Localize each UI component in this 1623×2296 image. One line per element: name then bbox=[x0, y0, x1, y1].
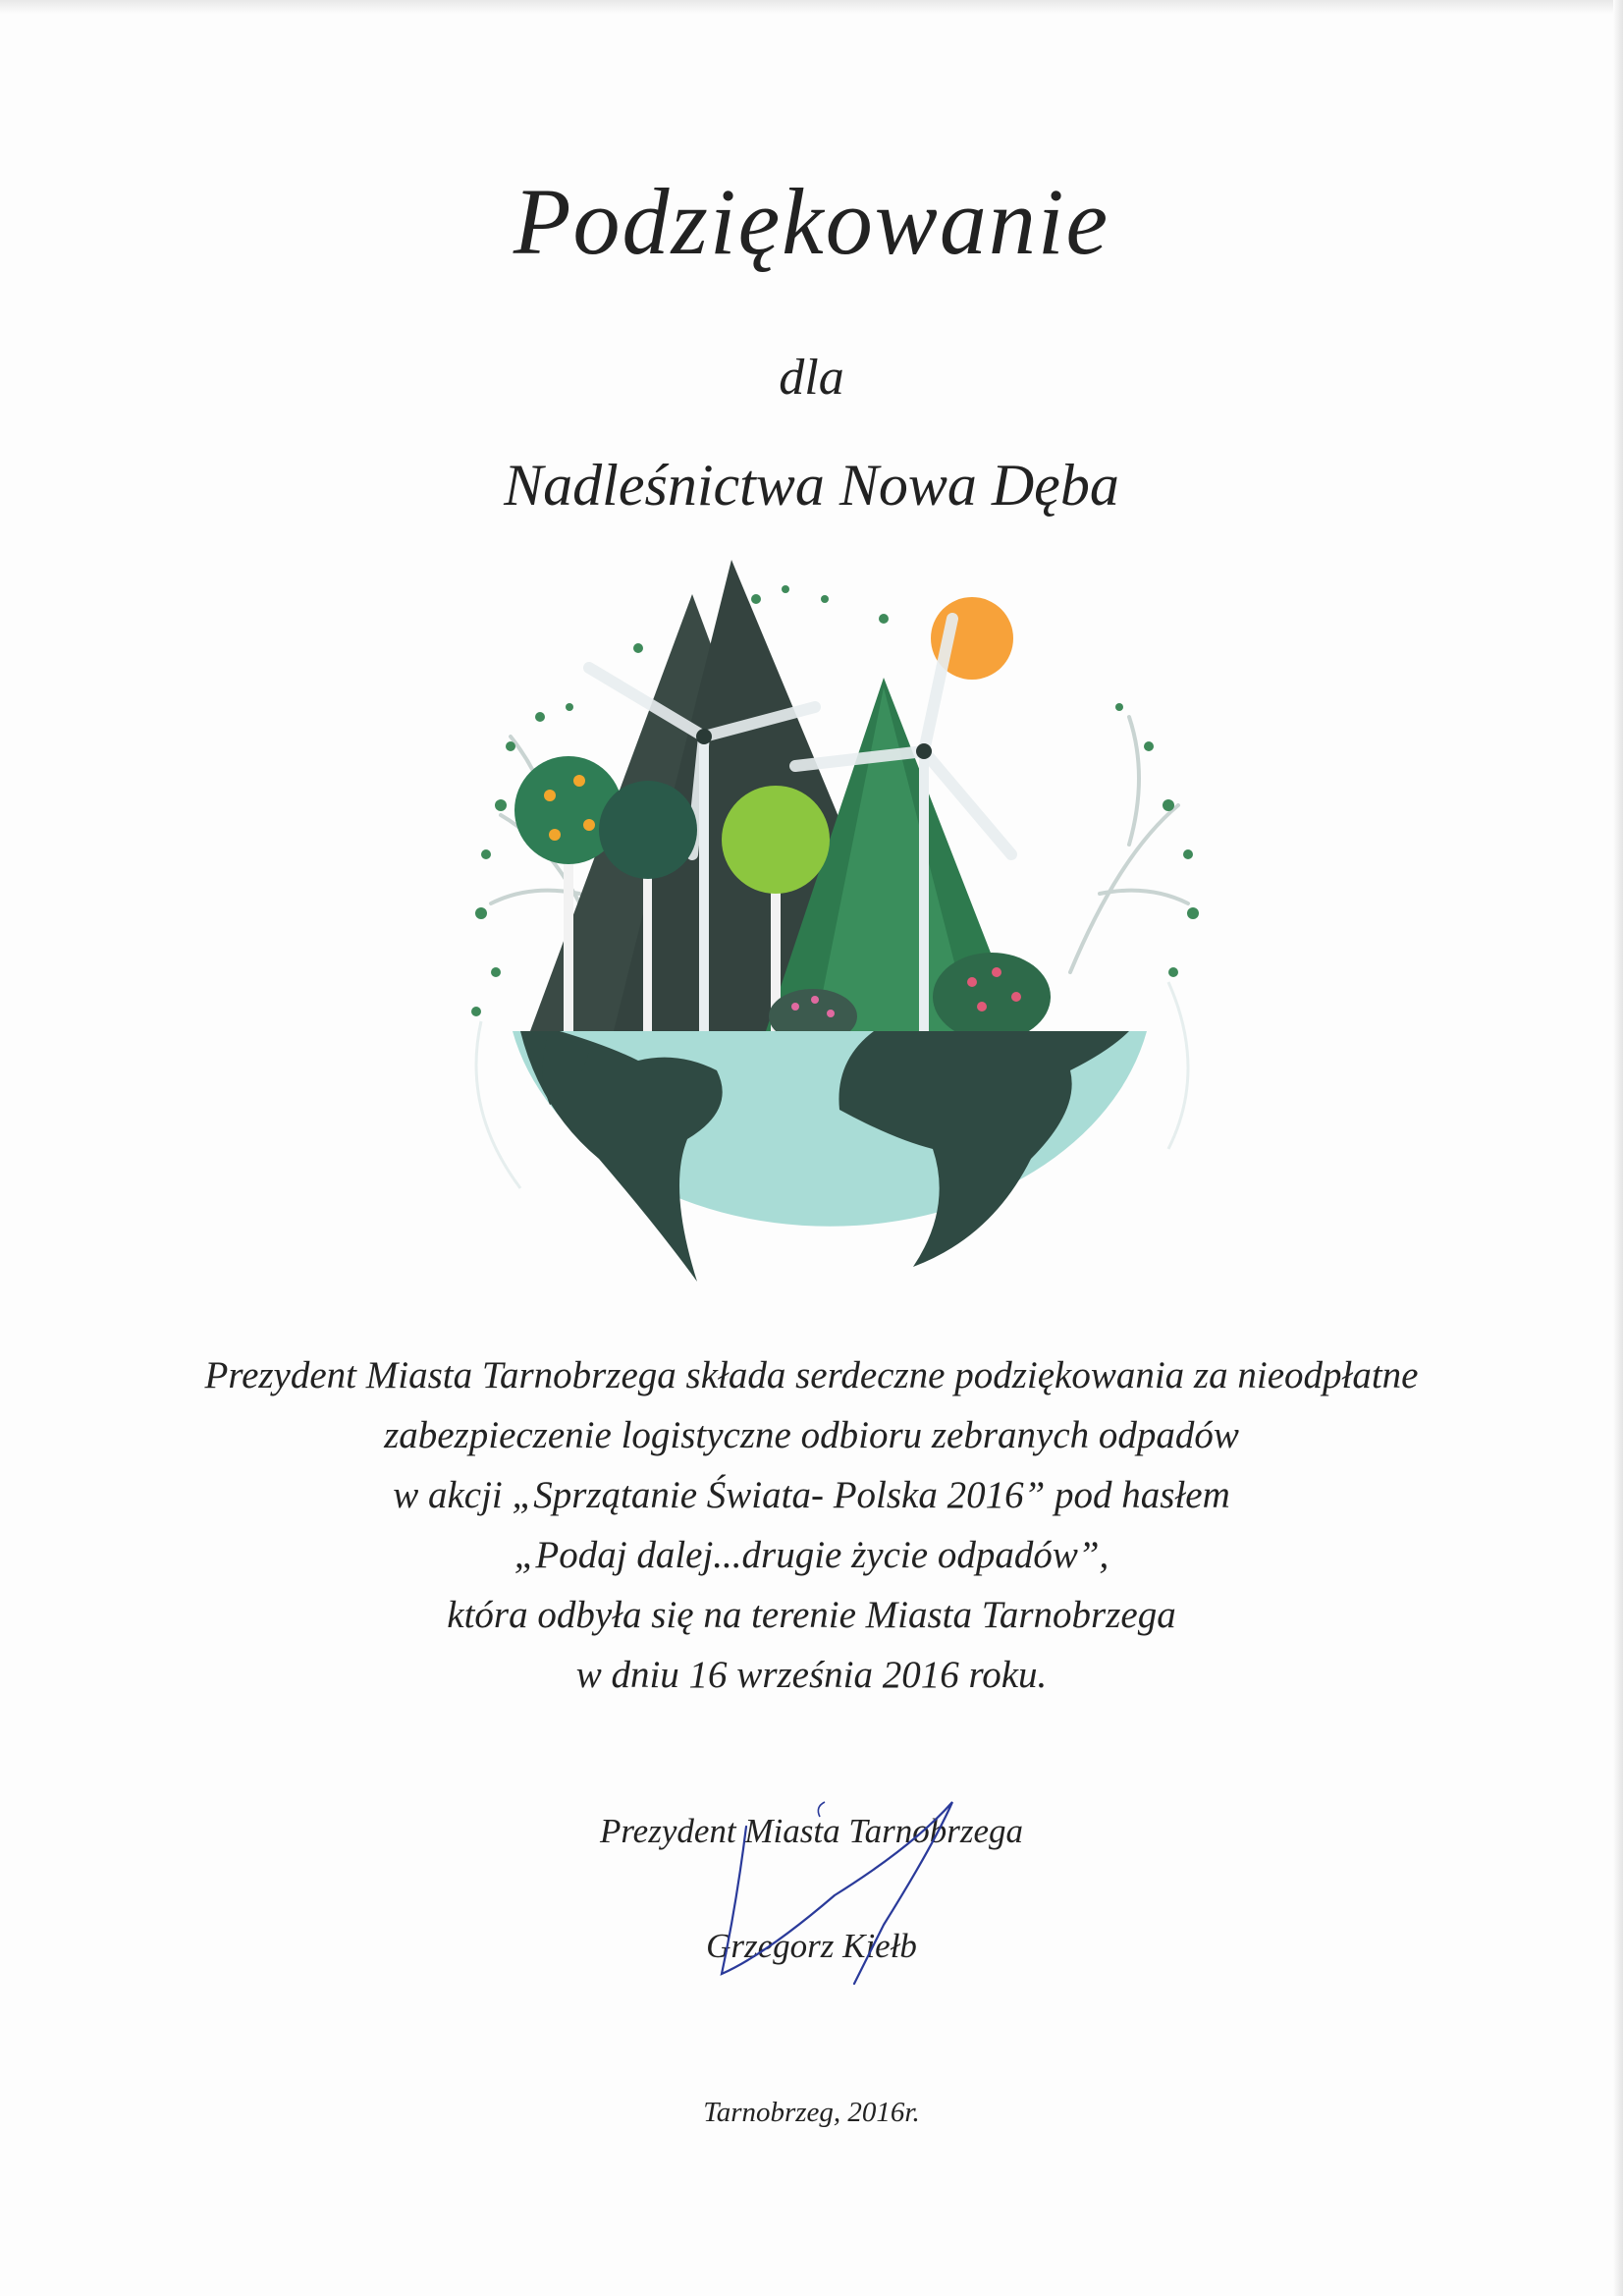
body-line: w akcji „Sprzątanie Świata- Polska 2016” pod hasłem bbox=[393, 1474, 1230, 1516]
body-line: „Podaj dalej...drugie życie odpadów”, bbox=[514, 1534, 1109, 1576]
body-line: w dniu 16 września 2016 roku. bbox=[575, 1654, 1048, 1696]
document-title: Podziękowanie bbox=[513, 169, 1110, 274]
scan-edge-top bbox=[0, 0, 1623, 14]
body-line: która odbyła się na terenie Miasta Tarnobrzega bbox=[447, 1594, 1176, 1636]
signatory-title: Prezydent Miasta Tarnobrzega bbox=[599, 1812, 1024, 1850]
handwritten-signature bbox=[687, 1787, 1021, 1994]
signatory-name: Grzegorz Kiełb bbox=[706, 1927, 917, 1965]
body-line: zabezpieczenie logistyczne odbioru zebranych odpadów bbox=[384, 1414, 1239, 1456]
recipient-name: Nadleśnictwa Nowa Dęba bbox=[504, 453, 1119, 518]
dla-word: dla bbox=[779, 350, 844, 406]
globe-icon bbox=[513, 1031, 1147, 1282]
body-line: Prezydent Miasta Tarnobrzega składa serdeczne podziękowania za nieodpłatne bbox=[204, 1354, 1419, 1396]
body-text bbox=[118, 1345, 1505, 1705]
place-and-date: Tarnobrzeg, 2016r. bbox=[703, 2097, 920, 2128]
eco-globe-illustration bbox=[442, 560, 1227, 1296]
